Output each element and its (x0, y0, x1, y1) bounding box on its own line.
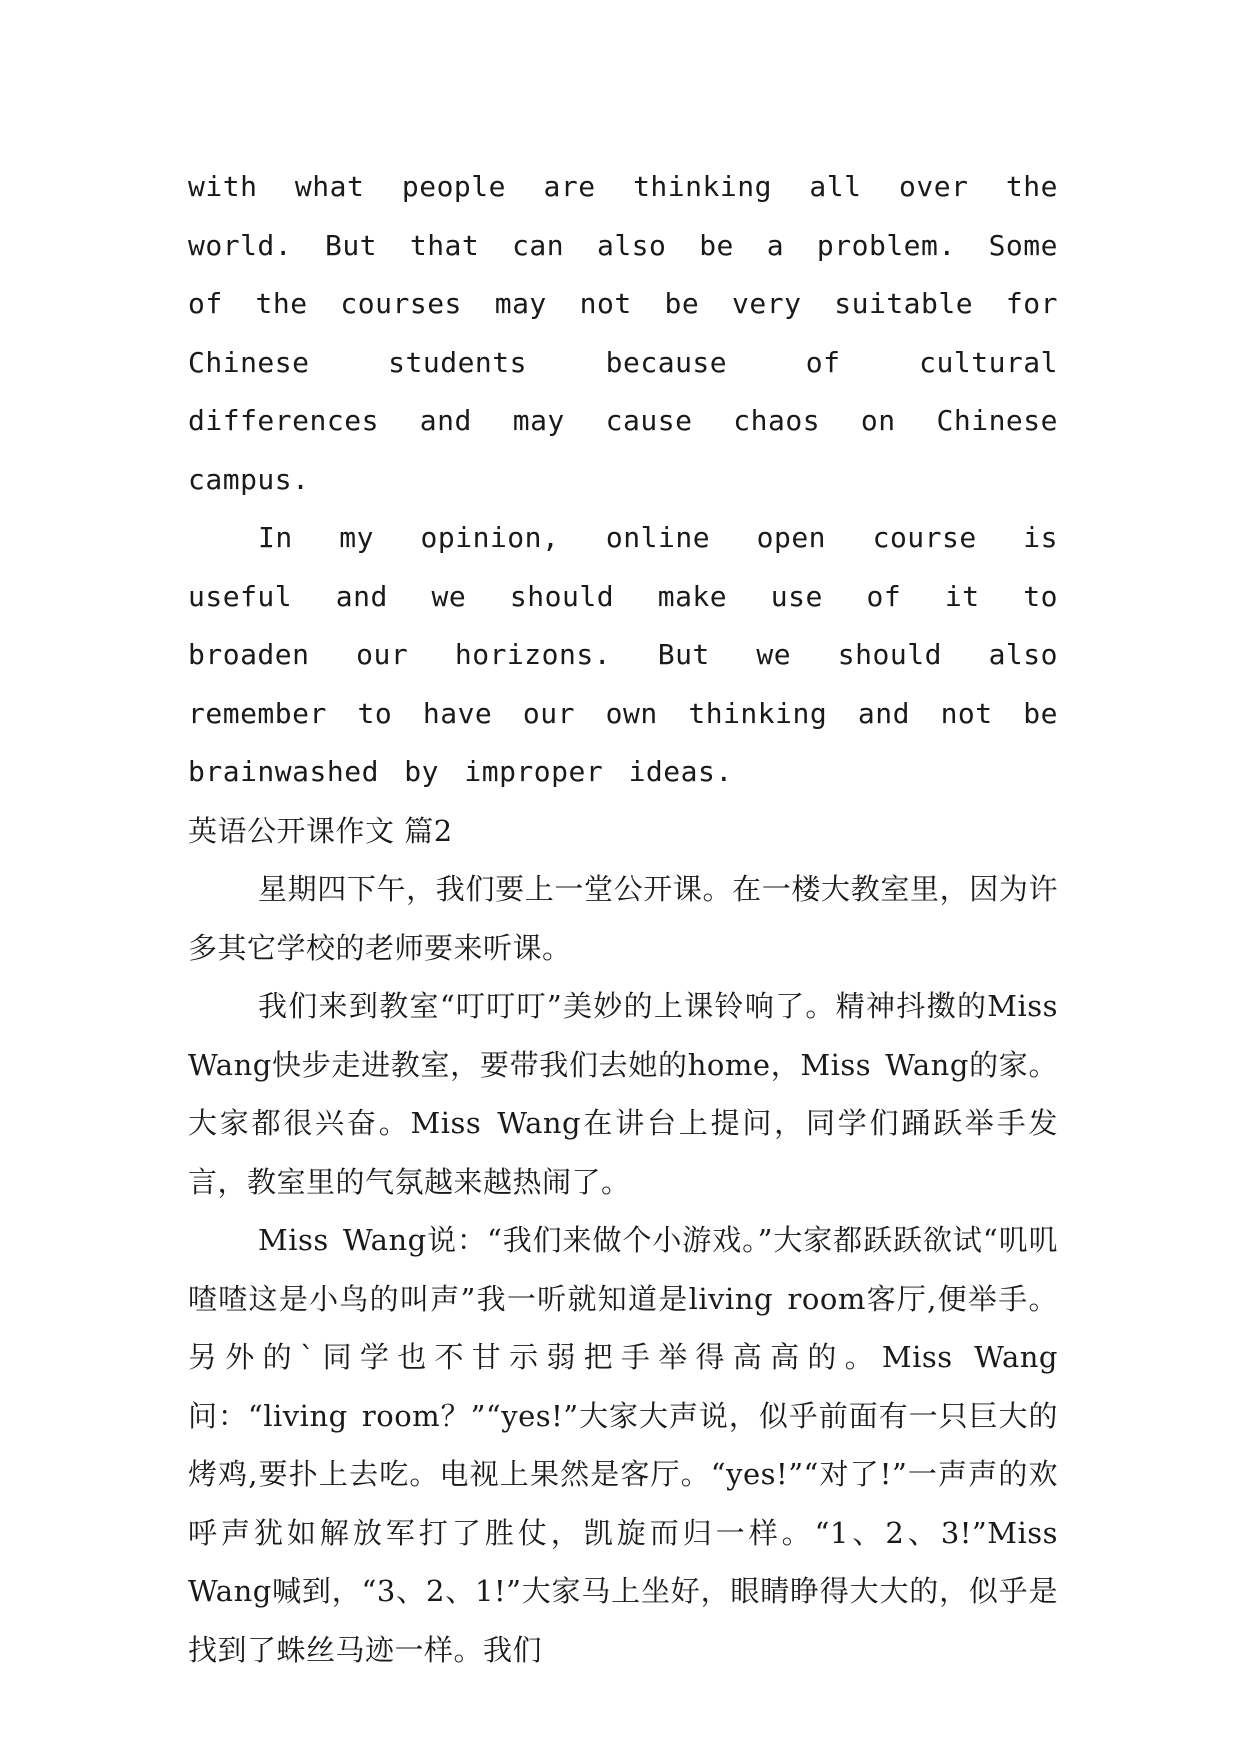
paragraph-en-1: with what people are thinking all over the world. But that can also be a problem. Some of the courses may not be very suitable for Chinese students because of cultural differences and may cause chaos on Chinese campus. (188, 170, 1058, 496)
paragraph-en-2: In my opinion, online open course is useful and we should make use of it to broaden our horizons. But we should also remember to have our own thinking and not be brainwashed by improper ideas. (188, 521, 1058, 788)
section-heading: 英语公开课作文 篇2 (188, 813, 453, 848)
paragraph-zh-3: Miss Wang说：“我们来做个小游戏。”大家都跃跃欲试“叽叽喳喳这是小鸟的叫声”我一听就知道是living room客厅,便举手。另外的`同学也不甘示弱把手举得高高的。Miss Wang问：“living room？”“yes!”大家大声说，似乎前面有一只巨大的烤鸡,要扑上去吃。电视上果然是客厅。“yes!”“对了!”一声声的欢呼声犹如解放军打了胜仗，凯旋而归一样。“1、2、3!”Miss Wang喊到，“3、2、1!”大家马上坐好，眼睛睁得大大的，似乎是找到了蛛丝马迹一样。我们 (188, 1223, 1058, 1667)
document-page (188, 158, 1058, 1679)
paragraph-zh-2: 我们来到教室“叮叮叮”美妙的上课铃响了。精神抖擞的Miss Wang快步走进教室，要带我们去她的home，Miss Wang的家。大家都很兴奋。Miss Wang在讲台上提问，同学们踊跃举手发言，教室里的气氛越来越热闹了。 (188, 989, 1058, 1199)
paragraph-zh-1: 星期四下午，我们要上一堂公开课。在一楼大教室里，因为许多其它学校的老师要来听课。 (188, 872, 1058, 965)
